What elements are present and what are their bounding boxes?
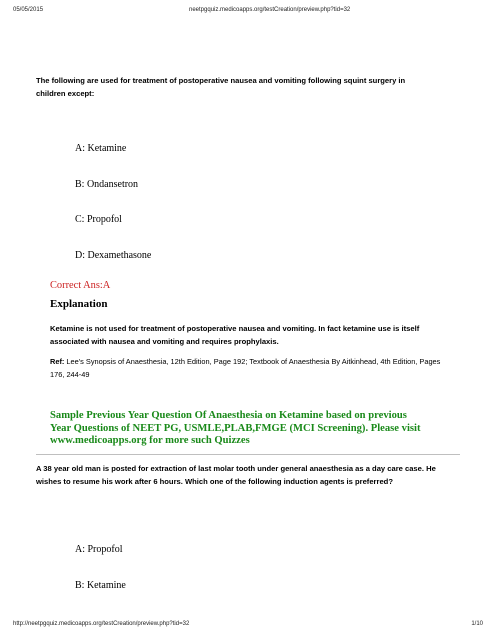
footer-url: http://neetpgquiz.medicoapps.org/testCreation/preview.php?tid=32 bbox=[13, 621, 190, 627]
explanation-text: Ketamine is not used for treatment of postoperative nausea and vomiting. In fact ketamine use is itself associated with nausea and vomiting and requires prophylaxis. bbox=[50, 324, 420, 346]
reference-text: Lee's Synopsis of Anaesthesia, 12th Edition, Page 192; Textbook of Anaesthesia By Aitkinhead, 4th Edition, Pages 176, 244-49 bbox=[50, 357, 441, 379]
divider bbox=[36, 454, 460, 455]
correct-answer: Correct Ans:A bbox=[50, 280, 111, 291]
question-1-option-a[interactable]: A: Ketamine bbox=[75, 143, 127, 154]
reference bbox=[50, 355, 455, 381]
explanation-heading: Explanation bbox=[50, 298, 108, 310]
sample-questions-link[interactable]: Sample Previous Year Question Of Anaesthesia on Ketamine based on previous Year Questions of NEET PG, USMLE,PLAB,FMGE (MCI Screening). Please visit www.medicoapps.org for more such Quizzes bbox=[50, 410, 421, 446]
question-1-option-c[interactable]: C: Propofol bbox=[75, 214, 122, 225]
question-1-option-d[interactable]: D: Dexamethasone bbox=[75, 250, 152, 261]
question-2-option-a[interactable]: A: Propofol bbox=[75, 544, 123, 555]
header-url: neetpgquiz.medicoapps.org/testCreation/preview.php?tid=32 bbox=[189, 7, 351, 13]
question-2-option-b[interactable]: B: Ketamine bbox=[75, 580, 126, 591]
question-1-text: The following are used for treatment of postoperative nausea and vomiting following squint surgery in children except: bbox=[36, 76, 406, 98]
question-2-text: A 38 year old man is posted for extraction of last molar tooth under general anaesthesia as a day care case. He wishes to resume his work after 6 hours. Which one of the following induction agents is preferred? bbox=[36, 464, 436, 486]
header-date: 05/05/2015 bbox=[13, 7, 44, 13]
question-1-option-b[interactable]: B: Ondansetron bbox=[75, 179, 139, 190]
page-number: 1/10 bbox=[471, 621, 483, 627]
reference-label: Ref: bbox=[50, 357, 65, 366]
